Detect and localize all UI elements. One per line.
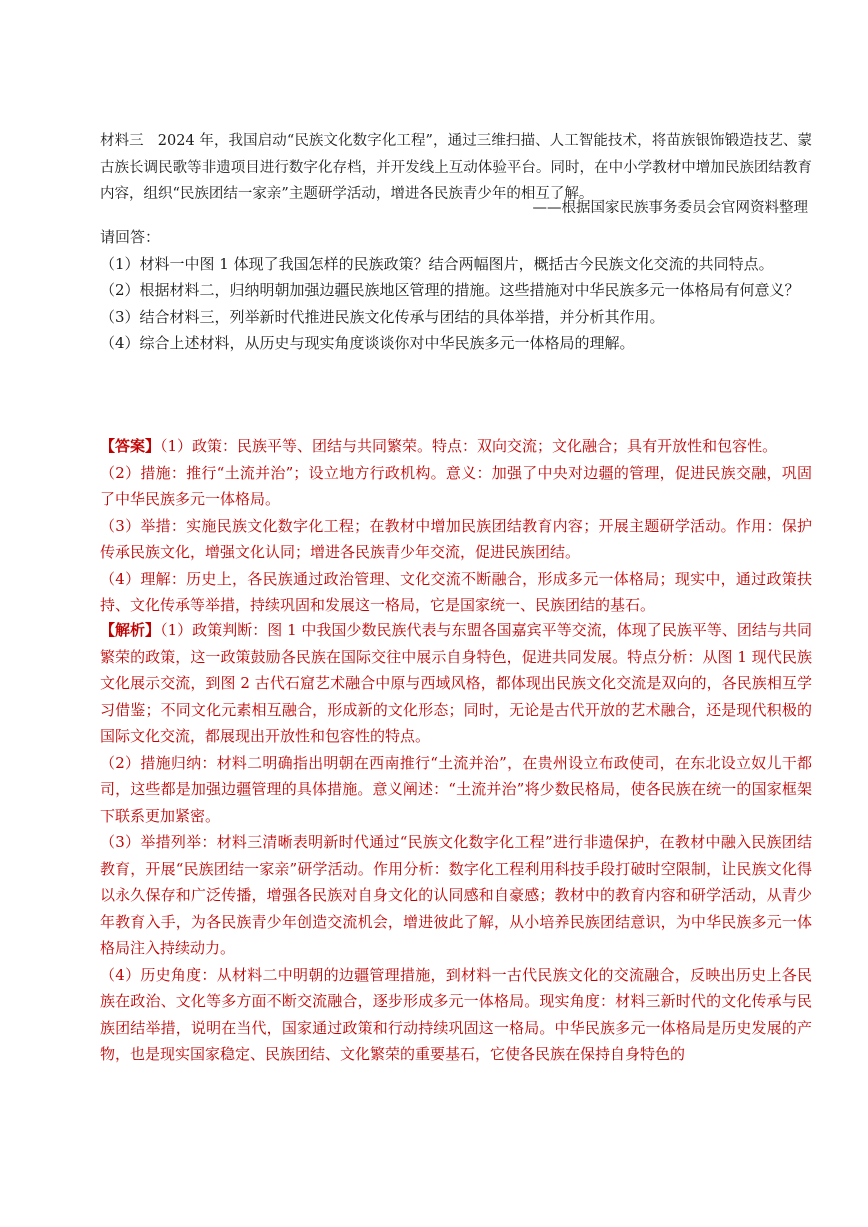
answer-item-3: （3）举措：实施民族文化数字化工程；在教材中增加民族团结教育内容；开展主题研学活动。作用：保护传承民族文化，增强文化认同；增进各民族青少年交流，促进民族团结。 <box>100 516 812 561</box>
answer-tag: 【答案】 <box>100 437 161 455</box>
question-1: （1）材料一中图 1 体现了我国怎样的民族政策？结合两幅图片，概括古今民族文化交流的共同特点。 <box>100 254 774 273</box>
analysis-item-4: （4）历史角度：从材料二中明朝的边疆管理措施，到材料一古代民族文化的交流融合，反映出历史上各民族在政治、文化等多方面不断交流融合，逐步形成多元一体格局。现实角度：材料三新时代的文化传承与民族团结举措，说明在当代，国家通过政策和行动持续巩固这一格局。中华民族多元一体格局是历史发展的产物，也是现实国家稳定、民族团结、文化繁荣的重要基石，它使各民族在保持自身特色的 <box>100 965 812 1063</box>
answer-item-2: （2）措施：推行“土流并治”；设立地方行政机构。意义：加强了中央对边疆的管理，促进民族交融，巩固了中华民族多元一体格局。 <box>100 463 812 508</box>
prompt-label: 请回答： <box>100 228 161 246</box>
analysis-tag: 【解析】 <box>100 621 161 639</box>
questions-section <box>100 224 812 357</box>
analysis-item-1-text: （1）政策判断：图 1 中我国少数民族代表与东盟各国嘉宾平等交流，体现了民族平等、团结与共同繁荣的政策，这一政策鼓励各民族在国际交往中展示自身特色，促进共同发展。特点分析：从图 1 现代民族文化展示交流，到图 2 古代石窟艺术融合中原与西域风格，都体现出民族文化交流是双向的，各民族相互学习借鉴；不同文化元素相互融合，形成新的文化形态；同时，无论是古代开放的艺术融合，还是现代积极的国际文化交流，都展现出开放性和包容性的特点。 <box>100 621 812 745</box>
material-three-label: 材料三 <box>100 133 144 149</box>
analysis-section <box>100 617 812 1068</box>
answer-item-4: （4）理解：历史上，各民族通过政治管理、文化交流不断融合，形成多元一体格局；现实中，通过政策扶持、文化传承等举措，持续巩固和发展这一格局，它是国家统一、民族团结的基石。 <box>100 569 812 614</box>
answer-item-1 <box>100 433 812 460</box>
material-three-source: ——根据国家民族事务委员会官网资料整理 <box>532 200 808 216</box>
analysis-item-3: （3）举措列举：材料三清晰表明新时代通过“民族文化数字化工程”进行非遗保护，在教材中融入民族团结教育，开展“民族团结一家亲”研学活动。作用分析：数字化工程利用科技手段打破时空限制，让民族文化得以永久保存和广泛传播，增强各民族对自身文化的认同感和自豪感；教材中的教育内容和研学活动，从青少年教育入手，为各民族青少年创造交流机会，增进彼此了解，从小培养民族团结意识，为中华民族多元一体格局注入持续动力。 <box>100 833 812 957</box>
answer-section <box>100 433 812 619</box>
question-4: （4）综合上述材料，从历史与现实角度谈谈你对中华民族多元一体格局的理解。 <box>100 334 635 352</box>
answer-item-1-text: （1）政策：民族平等、团结与共同繁荣。特点：双向交流；文化融合；具有开放性和包容性。 <box>160 437 778 455</box>
analysis-item-1 <box>100 617 812 750</box>
analysis-item-2: （2）措施归纳：材料二明确指出明朝在西南推行“土流并治”，在贵州设立布政使司，在东北设立奴儿干都司，这些都是加强边疆管理的具体措施。意义阐述：“土流并治”将少数民格局，使各民族在统一的国家框架下联系更加紧密。 <box>100 753 812 825</box>
question-3: （3）结合材料三，列举新时代推进民族文化传承与团结的具体举措，并分析其作用。 <box>100 307 665 326</box>
material-three-text: 2024 年，我国启动“民族文化数字化工程”，通过三维扫描、人工智能技术，将苗族银饰锻造技艺、蒙古族长调民歌等非遗项目进行数字化存档，并开发线上互动体验平台。同时，在中小学教材中增加民族团结教育内容，组织“民族团结一家亲”主题研学活动，增进各民族青少年的相互了解。 <box>100 133 812 202</box>
question-2: （2）根据材料二，归纳明朝加强边疆民族地区管理的措施。这些措施对中华民族多元一体格局有何意义？ <box>100 281 800 299</box>
